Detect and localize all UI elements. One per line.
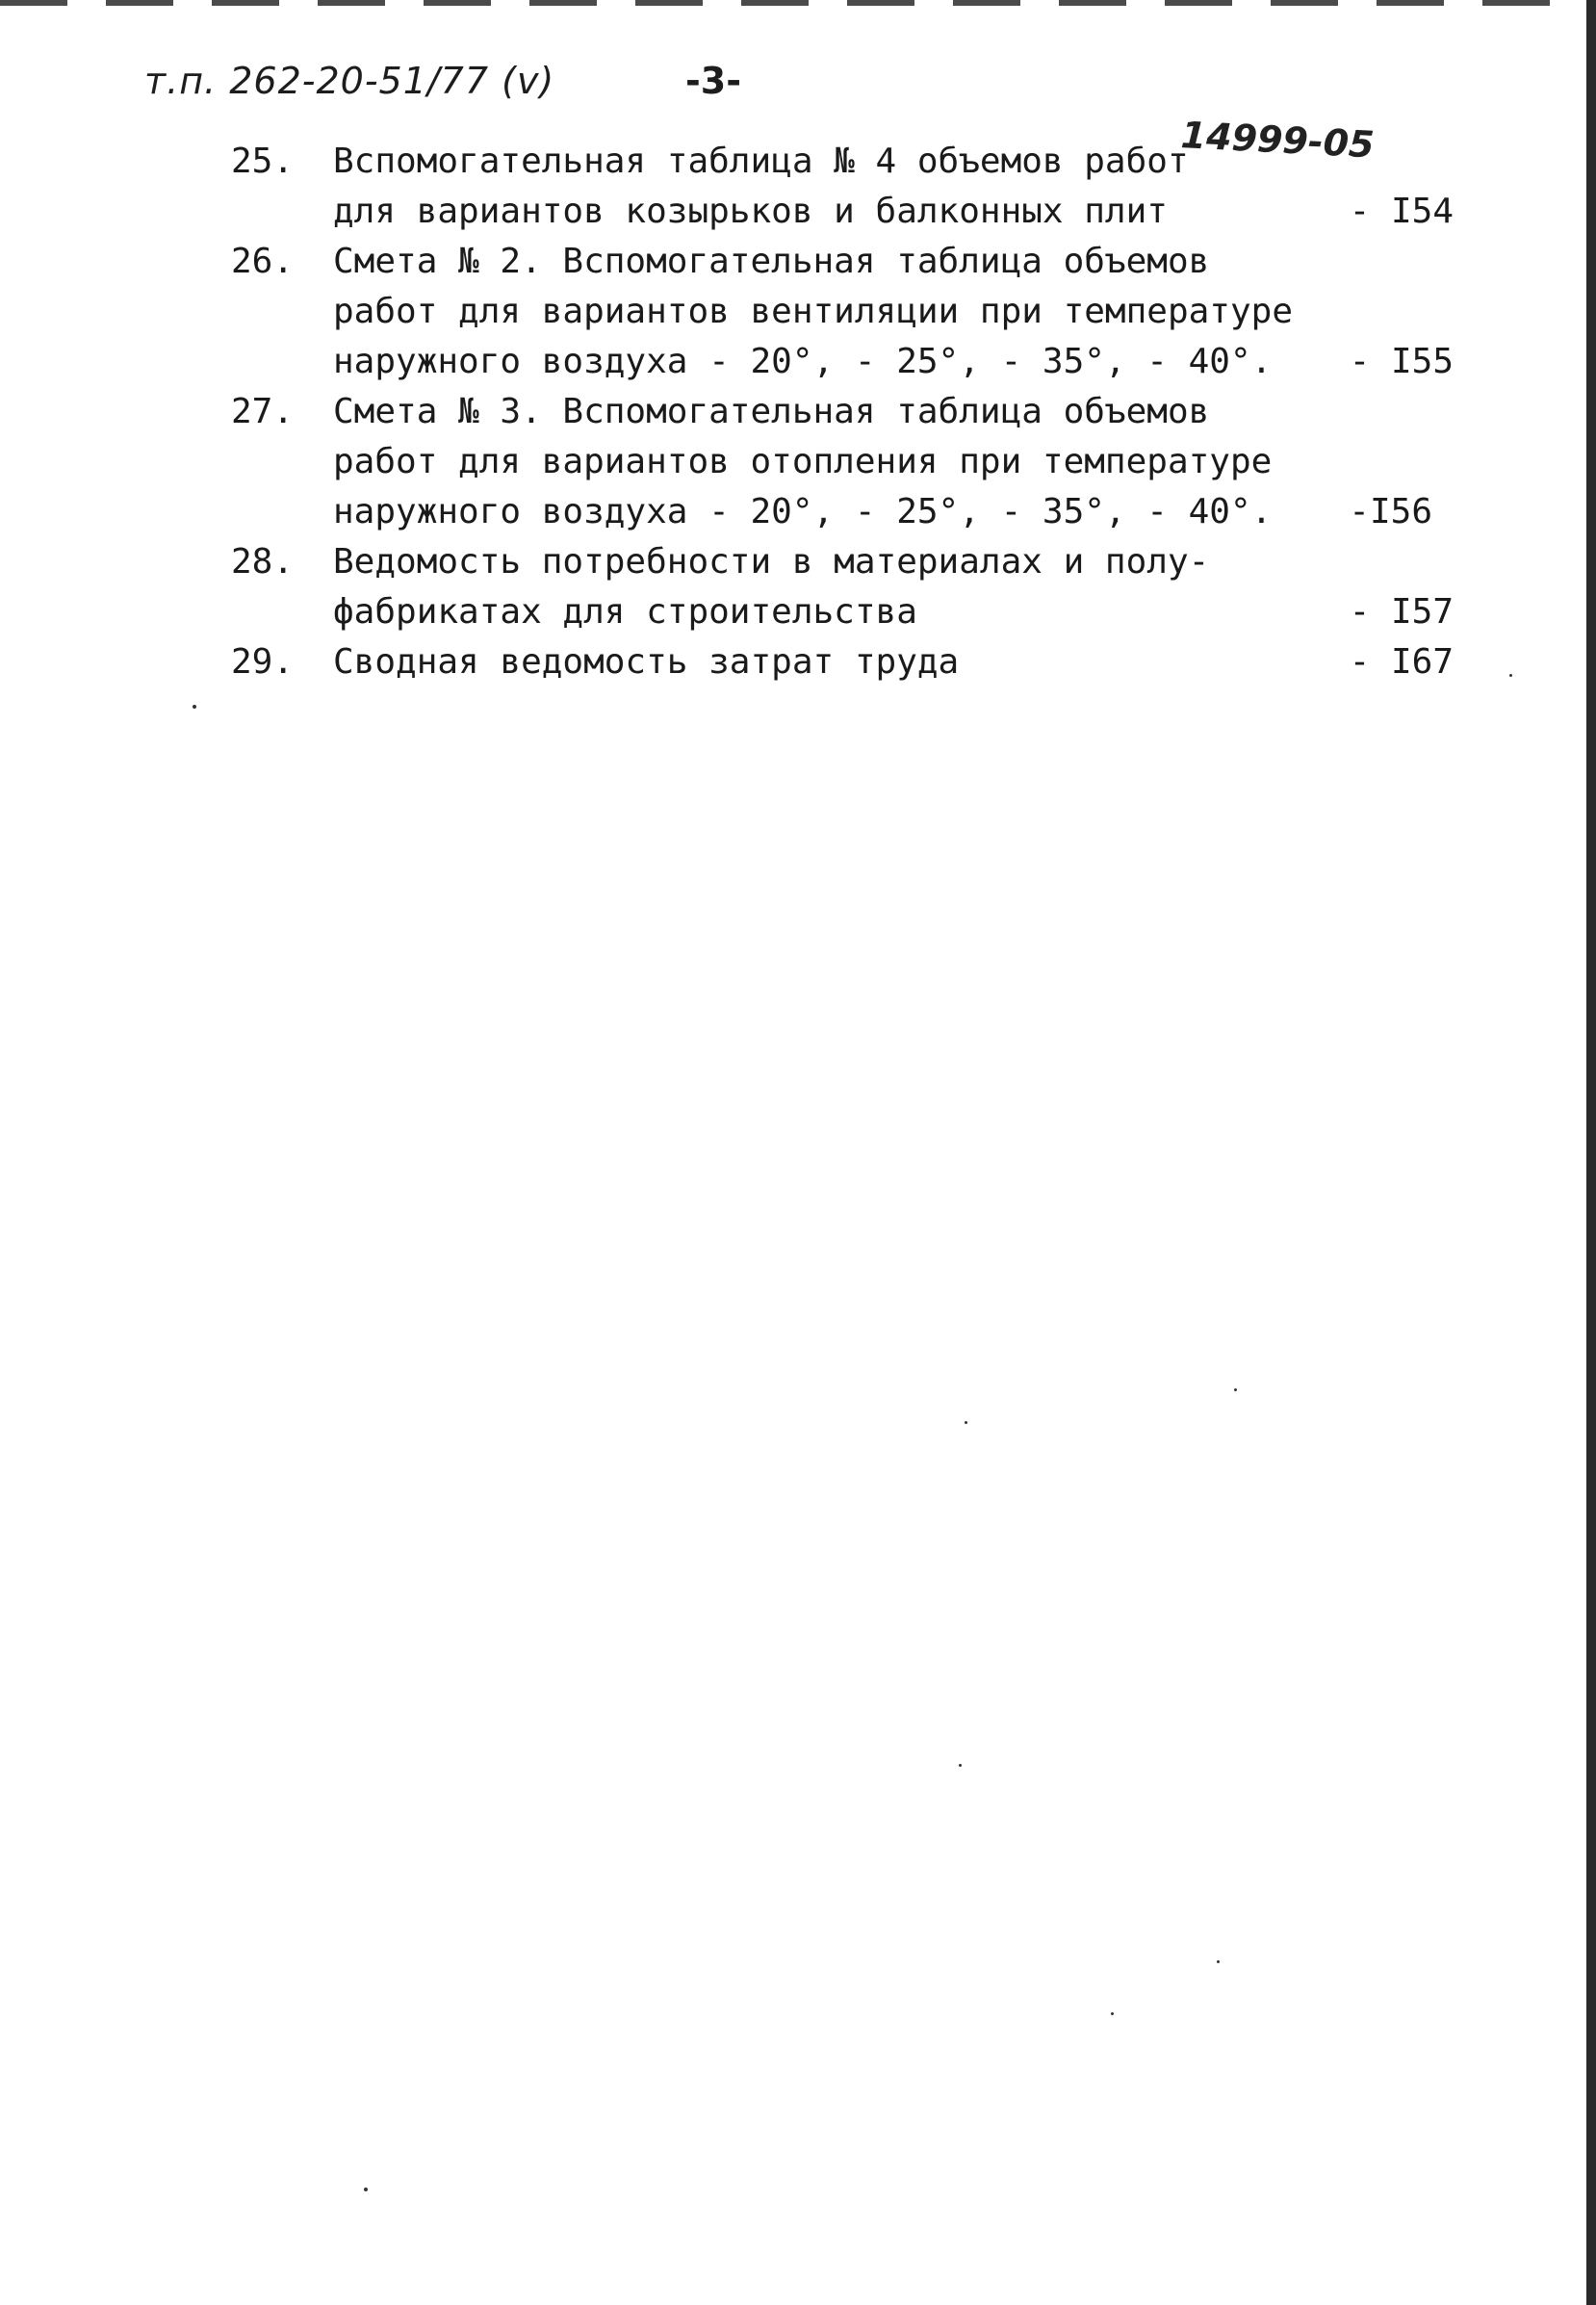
toc-entry-29	[231, 637, 1454, 687]
entry-line: Смета № 2. Вспомогательная таблица объемов	[333, 242, 1210, 281]
scan-speck	[364, 2188, 368, 2191]
entry-title	[333, 387, 1315, 537]
entry-title	[333, 237, 1315, 387]
entry-line: Сводная ведомость затрат труда	[333, 642, 960, 682]
entry-line: Смета № 3. Вспомогательная таблица объемов	[333, 392, 1210, 431]
scan-speck	[1217, 1960, 1220, 1963]
entry-number: 26.	[231, 242, 295, 281]
toc-entry-28	[231, 537, 1454, 637]
toc-entry-26	[231, 237, 1454, 387]
entry-line: Ведомость потребности в материалах и полу-	[333, 542, 1210, 582]
entry-number: 29.	[231, 642, 295, 682]
scan-speck	[1234, 1388, 1237, 1391]
entry-line: Вспомогательная таблица № 4 объемов работ	[333, 142, 1189, 181]
toc-entry-25	[231, 137, 1454, 237]
document-code: т.п. 262-20-51/77 (v)	[144, 60, 555, 102]
entry-page-ref: -I56	[1349, 492, 1432, 531]
entry-number: 25.	[231, 142, 295, 181]
entry-line: наружного воздуха - 20°, - 25°, - 35°, - 40°.	[333, 342, 1273, 381]
page-number: -3-	[685, 60, 741, 102]
entry-page-ref: - I55	[1349, 342, 1454, 381]
entry-title	[333, 137, 1315, 237]
entry-line: фабрикатах для строительства	[333, 592, 917, 632]
toc-entry-27	[231, 387, 1454, 537]
entry-page-ref: - I54	[1349, 192, 1454, 231]
entry-number: 28.	[231, 542, 295, 582]
entry-number: 27.	[231, 392, 295, 431]
scan-speck	[1509, 674, 1512, 677]
entry-title	[333, 637, 1315, 687]
entry-line: для вариантов козырьков и балконных плит	[333, 192, 1168, 231]
entry-line: наружного воздуха - 20°, - 25°, - 35°, - 40°.	[333, 492, 1273, 531]
scan-speck	[1111, 2012, 1114, 2015]
entry-page-ref: - I67	[1349, 642, 1454, 682]
scan-top-edge	[0, 0, 1596, 6]
scan-right-edge	[1586, 0, 1596, 2305]
table-of-contents	[231, 137, 1454, 687]
scan-speck	[959, 1764, 962, 1767]
scan-speck	[193, 705, 196, 709]
entry-line: работ для вариантов вентиляции при температуре	[333, 292, 1293, 331]
inventory-number: 14999-05	[1179, 114, 1376, 167]
entry-title	[333, 537, 1315, 637]
entry-page-ref: - I57	[1349, 592, 1454, 632]
entry-line: работ для вариантов отопления при температуре	[333, 442, 1273, 481]
scan-speck	[965, 1421, 967, 1424]
